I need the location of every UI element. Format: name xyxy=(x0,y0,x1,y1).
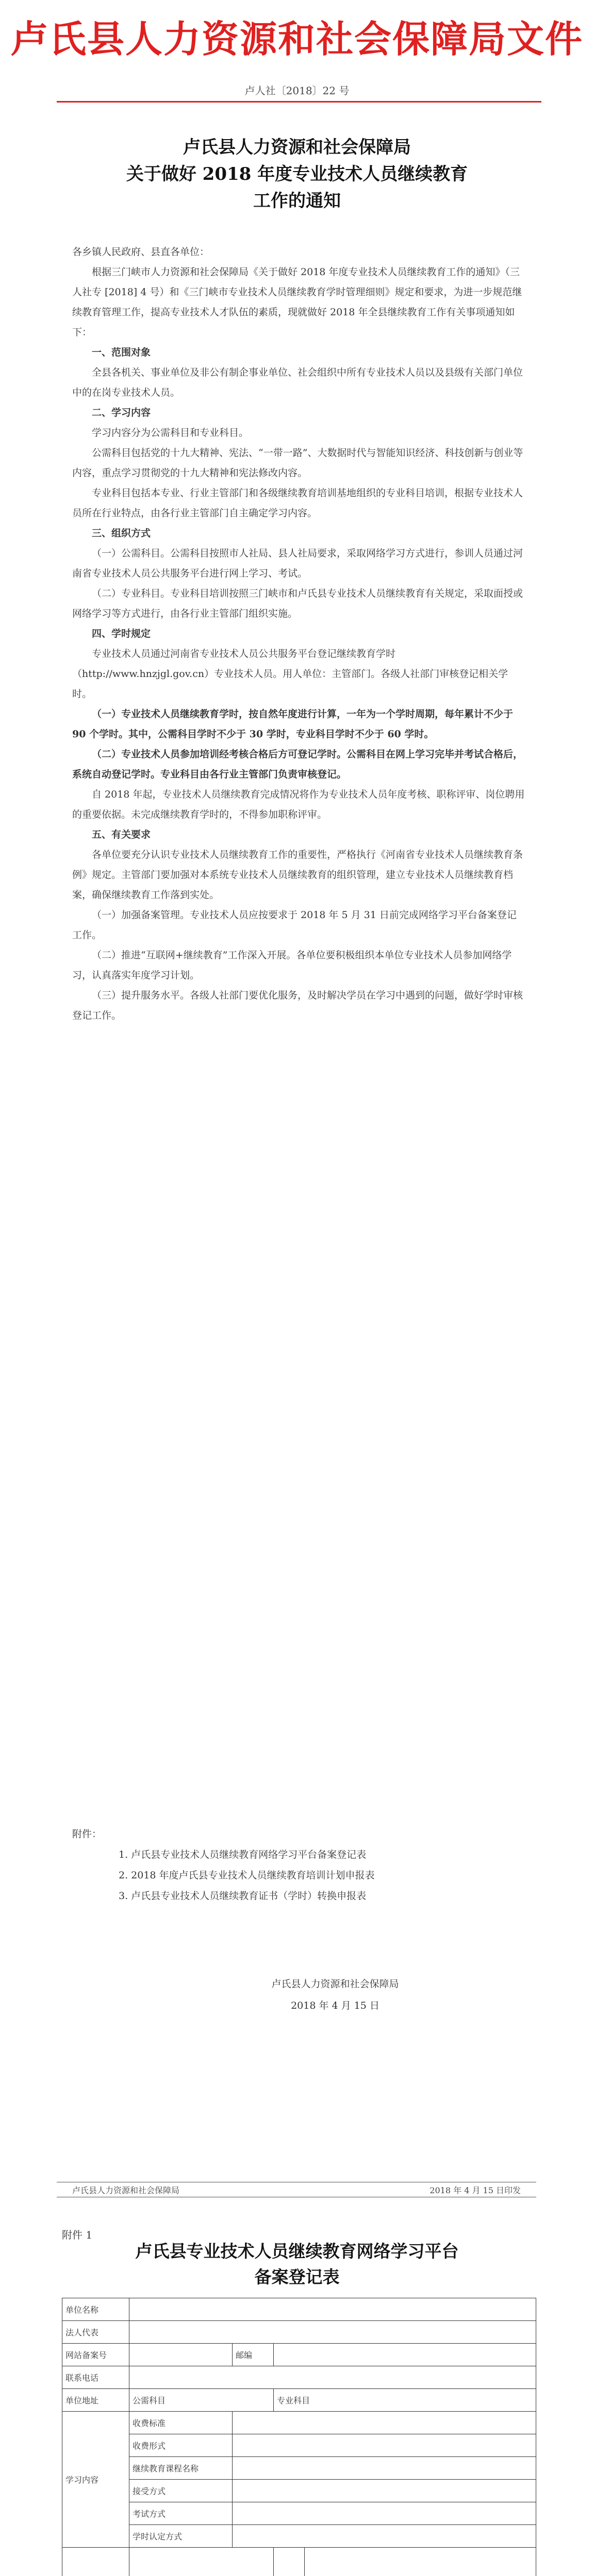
paragraph: 各单位要充分认识专业技术人员继续教育工作的重要性，严格执行《河南省专业技术人员继续教育条例》规定。主管部门要加强对本系统专业技术人员继续教育的组织管理，建立专业技术人员继续教育档案，确保继续教育工作落到实处。 xyxy=(72,849,523,901)
study-item-label: 收费标准 xyxy=(129,2412,233,2434)
study-item-label: 接受方式 xyxy=(129,2480,233,2502)
annex1-form xyxy=(62,2298,536,2576)
opinion-cell[interactable] xyxy=(129,2548,274,2576)
attachment-item: 3. 卢氏县专业技术人员继续教育证书（学时）转换申报表 xyxy=(119,1890,367,1902)
signer: 卢氏县人力资源和社会保障局 xyxy=(271,1978,399,1990)
signature-block xyxy=(206,1973,464,2016)
paragraph: 公需科目包括党的十九大精神、宪法、“一带一路”、大数据时代与智能知识经济、科技创新与创业等内容，重点学习贯彻党的十九大精神和宪法修改内容。 xyxy=(72,447,523,479)
paragraph: （二）推进“互联网+继续教育”工作深入开展。各单位要积极组织本单位专业技术人员参加网络学习，认真落实年度学习计划。 xyxy=(72,950,512,981)
paragraph: （一）加强备案管理。专业技术人员应按要求于 2018 年 5 月 31 日前完成网络学习平台备案登记工作。 xyxy=(72,909,517,941)
field-label: 邮编 xyxy=(233,2344,274,2366)
study-item-label: 学时认定方式 xyxy=(129,2525,233,2548)
section-heading: 三、组织方式 xyxy=(92,528,151,539)
study-item-label: 收费形式 xyxy=(129,2434,233,2457)
paragraph: （二）专业科目。专业科目培训按照三门峡市和卢氏县专业技术人员继续教育有关规定，采取面授或网络学习等方式进行，由各行业主管部门组织实施。 xyxy=(72,588,523,619)
paragraph: 全县各机关、事业单位及非公有制企事业单位、社会组织中所有专业技术人员以及县级有关部门单位中的在岗专业技术人员。 xyxy=(72,367,523,398)
footer-date: 2018 年 4 月 15 日印发 xyxy=(430,2185,521,2195)
form-cell[interactable] xyxy=(233,2502,536,2525)
opinion-label xyxy=(274,2548,305,2576)
paragraph-emphasis: （一）专业技术人员继续教育学时，按自然年度进行计算，一年为一个学时周期，每年累计不少于 90 个学时。其中，公需科目学时不少于 30 学时，专业科目学时不少于 60 学时。 xyxy=(72,708,514,740)
attachments-label: 附件： xyxy=(72,1828,102,1840)
notice-title-line-3: 工作的通知 xyxy=(253,191,341,211)
form-cell[interactable] xyxy=(233,2457,536,2480)
field-label: 网站备案号 xyxy=(62,2344,129,2366)
paragraph: 专业技术人员通过河南省专业技术人员公共服务平台登记继续教育学时（http://www.hnzjgl.gov.cn）专业技术人员。用人单位：主管部门。各级人社部门审核登记相关学时。 xyxy=(72,648,508,700)
attachment-item: 1. 卢氏县专业技术人员继续教育网络学习平台备案登记表 xyxy=(119,1849,367,1860)
form-cell[interactable] xyxy=(233,2434,536,2457)
paragraph: （一）公需科目。公需科目按照市人社局、县人社局要求，采取网络学习方式进行，参训人员通过河南省专业技术人员公共服务平台进行网上学习、考试。 xyxy=(72,548,523,579)
sign-date: 2018 年 4 月 15 日 xyxy=(291,2000,380,2011)
form-cell[interactable] xyxy=(233,2480,536,2502)
annex1-label: 附件 1 xyxy=(62,2229,93,2241)
paragraph: 专业科目包括本专业、行业主管部门和各级继续教育培训基地组织的专业科目培训，根据专业技术人员所在行业特点，由各行业主管部门自主确定学习内容。 xyxy=(72,487,523,519)
doc-number: 卢人社〔2018〕22 号 xyxy=(244,84,350,97)
form-cell[interactable] xyxy=(129,2344,233,2366)
section-heading: 五、有关要求 xyxy=(92,829,151,840)
field-label: 单位地址 xyxy=(62,2389,129,2412)
salutation: 各乡镇人民政府、县直各单位： xyxy=(72,246,210,258)
form-cell[interactable] xyxy=(129,2298,536,2321)
opinion-cell[interactable] xyxy=(305,2548,536,2576)
field-label: 单位名称 xyxy=(62,2298,129,2321)
study-item-label: 继续教育课程名称 xyxy=(129,2457,233,2480)
form-cell[interactable] xyxy=(129,2366,536,2389)
annex1-title-line-1: 卢氏县专业技术人员继续教育网络学习平台 xyxy=(135,2241,459,2261)
opinion-label xyxy=(62,2548,129,2576)
annex1-title xyxy=(0,2239,594,2290)
field-label: 联系电话 xyxy=(62,2366,129,2389)
form-cell[interactable] xyxy=(274,2344,536,2366)
notice-body xyxy=(72,242,526,1026)
form-cell[interactable] xyxy=(233,2525,536,2548)
field-label: 学习内容 xyxy=(62,2412,129,2548)
study-item-label: 考试方式 xyxy=(129,2502,233,2525)
section-heading: 四、学时规定 xyxy=(92,628,151,639)
paragraph: （三）提升服务水平。各级人社部门要优化服务，及时解决学员在学习中遇到的问题，做好学时审核登记工作。 xyxy=(72,990,523,1021)
doc-header-title: 卢氏县人力资源和社会保障局文件 xyxy=(10,17,583,61)
form-cell[interactable] xyxy=(129,2321,536,2344)
attachments xyxy=(72,1824,526,1906)
sub-label: 公需科目 xyxy=(129,2389,274,2412)
intro-paragraph: 根据三门峡市人力资源和社会保障局《关于做好 2018 年度专业技术人员继续教育工作的通知》（三人社专 [2018] 4 号）和《三门峡市专业技术人员继续教育学时管理细则》规定和要求，为进一步规范继续教育管理工作，提高专业技术人才队伍的素质，现就做好 2018 年全县继续教育工作有关事项通知如下： xyxy=(72,266,522,338)
form-cell[interactable] xyxy=(233,2412,536,2434)
paragraph: 学习内容分为公需科目和专业科目。 xyxy=(92,427,249,438)
notice-title-line-2: 关于做好 2018 年度专业技术人员继续教育 xyxy=(126,164,468,184)
red-divider xyxy=(57,101,541,103)
paragraph: 自 2018 年起，专业技术人员继续教育完成情况将作为专业技术人员年度考核、职称评审、岗位聘用的重要依据。未完成继续教育学时的，不得参加职称评审。 xyxy=(72,789,525,820)
notice-title xyxy=(0,134,594,214)
paragraph-emphasis: （二）专业技术人员参加培训经考核合格后方可登记学时。公需科目在网上学习完毕并考试合格后，系统自动登记学时。专业科目由各行业主管部门负责审核登记。 xyxy=(72,749,523,780)
footer-issuer: 卢氏县人力资源和社会保障局 xyxy=(72,2185,180,2195)
annex1-title-line-2: 备案登记表 xyxy=(254,2267,340,2287)
attachment-item: 2. 2018 年度卢氏县专业技术人员继续教育培训计划申报表 xyxy=(119,1870,375,1881)
field-label: 法人代表 xyxy=(62,2321,129,2344)
section-heading: 一、范围对象 xyxy=(92,347,151,358)
notice-title-line-1: 卢氏县人力资源和社会保障局 xyxy=(183,137,411,158)
issue-footer xyxy=(57,2182,536,2197)
section-heading: 二、学习内容 xyxy=(92,407,151,418)
sub-label: 专业科目 xyxy=(274,2389,536,2412)
